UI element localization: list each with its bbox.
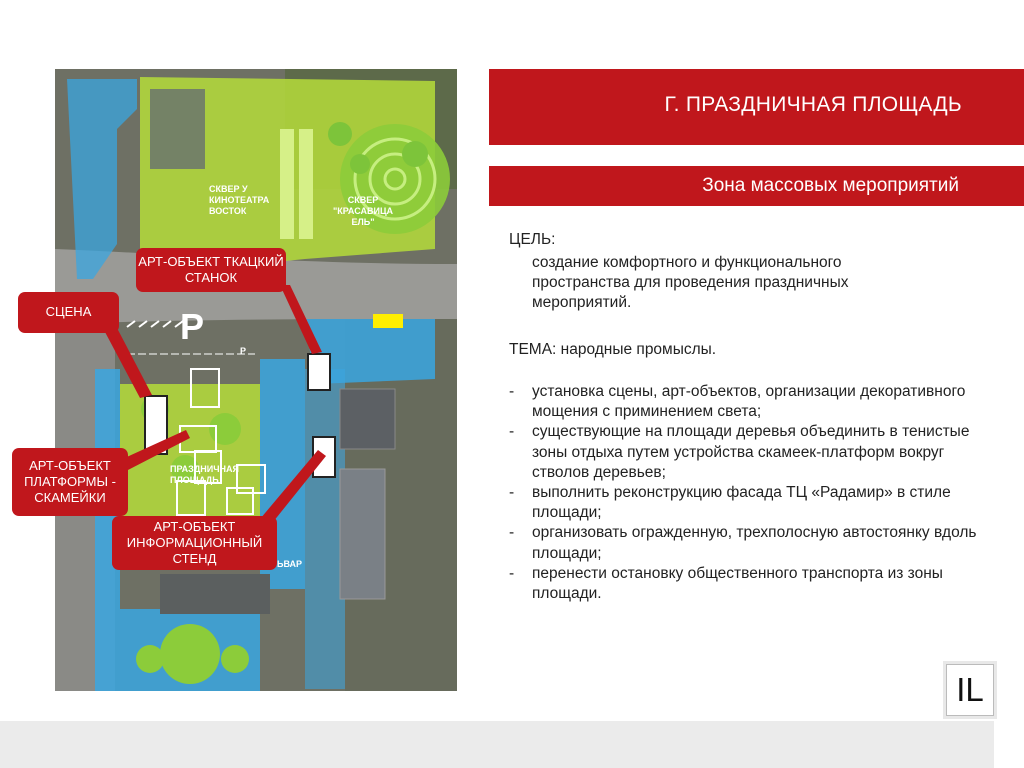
callout-label: АРТ-ОБЪЕКТ ТКАЦКИЙ СТАНОК [138,254,284,285]
goal-heading: ЦЕЛЬ: [509,231,556,248]
callout-label: АРТ-ОБЪЕКТ ПЛАТФОРМЫ - СКАМЕЙКИ [24,458,116,505]
task-list [509,382,979,604]
theme-text: ТЕМА: народные промыслы. [509,341,717,358]
label-square-el: СКВЕР "КРАСАВИЦА ЕЛЬ" [332,195,394,227]
callout-art-object-tkatsky-stanok [136,248,286,292]
page-title: Г. ПРАЗДНИЧНАЯ ПЛОЩАДЬ [664,93,962,116]
page-subtitle: Зона массовых мероприятий [702,175,959,196]
title-banner [489,69,1024,145]
list-item: - перенести остановку общественного транспорта из зоны площади. [509,564,979,604]
company-logo: IL [946,664,994,716]
parking-icon: P [180,306,205,347]
callout-label: АРТ-ОБЪЕКТ ИНФОРМАЦИОННЫЙ СТЕНД [126,519,263,566]
list-item: - выполнить реконструкцию фасада ТЦ «Радамир» в стиле площади; [509,483,979,523]
callout-art-object-info-stand [112,516,277,570]
subtitle-banner [489,166,1024,206]
goal-body: создание комфортного и функционального пространства для проведения праздничных мероприятий. [532,254,849,311]
callout-stage [18,292,119,333]
label-square-kino: СКВЕР У КИНОТЕАТРА ВОСТОК [209,184,270,216]
callout-art-object-platforms [12,448,128,516]
list-item: - существующие на площади деревья объединить в тенистые зоны отдыха путем устройства скамеек-платформ вокруг стволов деревьев; [509,422,979,483]
footer-bar [0,721,994,768]
label-boulevard: ЬВАР [277,559,303,569]
callout-label: СЦЕНА [45,304,92,319]
list-item: - установка сцены, арт-объектов, организации декоративного мощения с приминением света; [509,382,979,422]
label-parking-small: P [240,346,247,356]
label-festive-square: ПРАЗДНИЧНАЯ ПЛОЩАДЬ [170,464,239,485]
list-item: - организовать огражденную, трехполосную автостоянку вдоль площади; [509,523,979,563]
